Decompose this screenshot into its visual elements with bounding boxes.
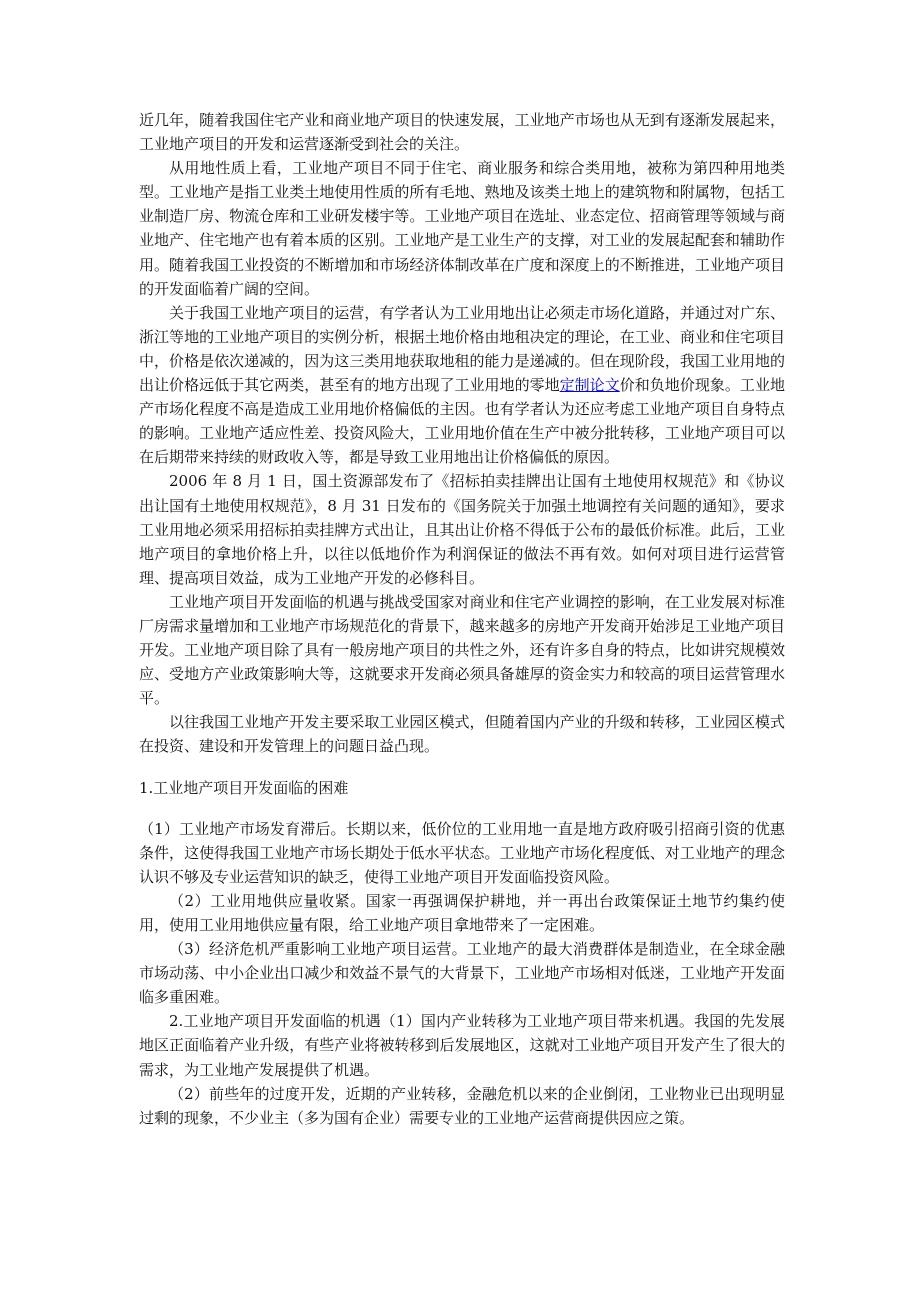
paragraph-operation (139, 301, 785, 470)
paragraph-policy-2006: 2006 年 8 月 1 日，国土资源部发布了《招标拍卖挂牌出让国有土地使用权规范》和《协议出让国有土地使用权规范》，8 月 31 日发布的《国务院关于加强土地调控有关问题的通知》，要求工业用地必须采用招标拍卖挂牌方式出让，且其出让价格不得低于公布的最低价标准。此后，工业地产项目的拿地价格上升，以往以低地价作为利润保证的做法不再有效。如何对项目进行运营管理、提高项目效益，成为工业地产开发的必修科目。 (139, 472, 785, 587)
paragraph-opportunity-1: 2.工业地产项目开发面临的机遇（1）国内产业转移为工业地产项目带来机遇。我国的先发展地区正面临着产业升级，有些产业将被转移到后发展地区，这就对工业地产项目开发产生了很大的需求，为工业地产发展提供了机遇。 (139, 1012, 785, 1079)
paragraph-opportunities-challenges: 工业地产项目开发面临的机遇与挑战受国家对商业和住宅产业调控的影响，在工业发展对标准厂房需求量增加和工业地产市场规范化的背景下，越来越多的房地产开发商开始涉足工业地产项目开发。工业地产项目除了具有一般房地产项目的共性之外，还有许多自身的特点，比如讲究规模效应、受地方产业政策影响大等，这就要求开发商必须具备雄厚的资金实力和较高的项目运营管理水平。 (139, 592, 785, 708)
paragraph-difficulty-2: （2）工业用地供应量收紧。国家一再强调保护耕地，并一再出台政策保证土地节约集约使用，使用工业用地供应量有限，给工业地产项目拿地带来了一定困难。 (139, 891, 785, 934)
paragraph-operation-text-after: 价和负地价现象。工业地产市场化程度不高是造成工业用地价格偏低的主因。也有学者认为还应考虑工业地产项目自身特点的影响。工业地产适应性差、投资风险大，工业用地价值在生产中被分批转移，工业地产项目可以在后期带来持续的财政收入等，都是导致工业用地出让价格偏低的原因。 (139, 376, 785, 467)
paragraph-difficulty-1: （1）工业地产市场发育滞后。长期以来，低价位的工业用地一直是地方政府吸引招商引资的优惠条件，这使得我国工业地产市场长期处于低水平状态。工业地产市场化程度低、对工业地产的理念认识不够及专业运营知识的缺乏，使得工业地产项目开发面临投资风险。 (139, 819, 785, 886)
paragraph-intro: 近几年，随着我国住宅产业和商业地产项目的快速发展，工业地产市场也从无到有逐渐发展起来，工业地产项目的开发和运营逐渐受到社会的关注。 (139, 111, 785, 154)
paragraph-park-model: 以往我国工业地产开发主要采取工业园区模式，但随着国内产业的升级和转移，工业园区模式在投资、建设和开发管理上的问题日益凸现。 (139, 713, 785, 756)
section-heading-difficulties: 1.工业地产项目开发面临的困难 (139, 778, 349, 797)
custom-paper-link[interactable]: 定制论文 (559, 376, 620, 395)
paragraph-difficulty-3: （3）经济危机严重影响工业地产项目运营。工业地产的最大消费群体是制造业，在全球金融市场动荡、中小企业出口减少和效益不景气的大背景下，工业地产市场相对低迷，工业地产开发面临多重困难。 (139, 940, 785, 1007)
paragraph-opportunity-2: （2）前些年的过度开发，近期的产业转移，金融危机以来的企业倒闭，工业物业已出现明显过剩的现象，不少业主（多为国有企业）需要专业的工业地产运营商提供因应之策。 (139, 1084, 785, 1127)
paragraph-operation-text-before: 关于我国工业地产项目的运营，有学者认为工业用地出让必须走市场化道路，并通过对广东、浙江等地的工业地产项目的实例分析，根据土地价格由地租决定的理论，在工业、商业和住宅项目中，价格是依次递减的，因为这三类用地获取地租的能力是递减的。但在现阶段，我国工业用地的出让价格远低于其它两类，甚至有的地方出现了工业用地的零地 (139, 303, 785, 395)
paragraph-land-nature: 从用地性质上看，工业地产项目不同于住宅、商业服务和综合类用地，被称为第四种用地类型。工业地产是指工业类土地使用性质的所有毛地、熟地及该类土地上的建筑物和附属物，包括工业制造厂房、物流仓库和工业研发楼宇等。工业地产项目在选址、业态定位、招商管理等领域与商业地产、住宅地产也有着本质的区别。工业地产是工业生产的支撑，对工业的发展起配套和辅助作用。随着我国工业投资的不断增加和市场经济体制改革在广度和深度上的不断推进，工业地产项目的开发面临着广阔的空间。 (139, 159, 785, 298)
document-body (139, 108, 785, 1130)
